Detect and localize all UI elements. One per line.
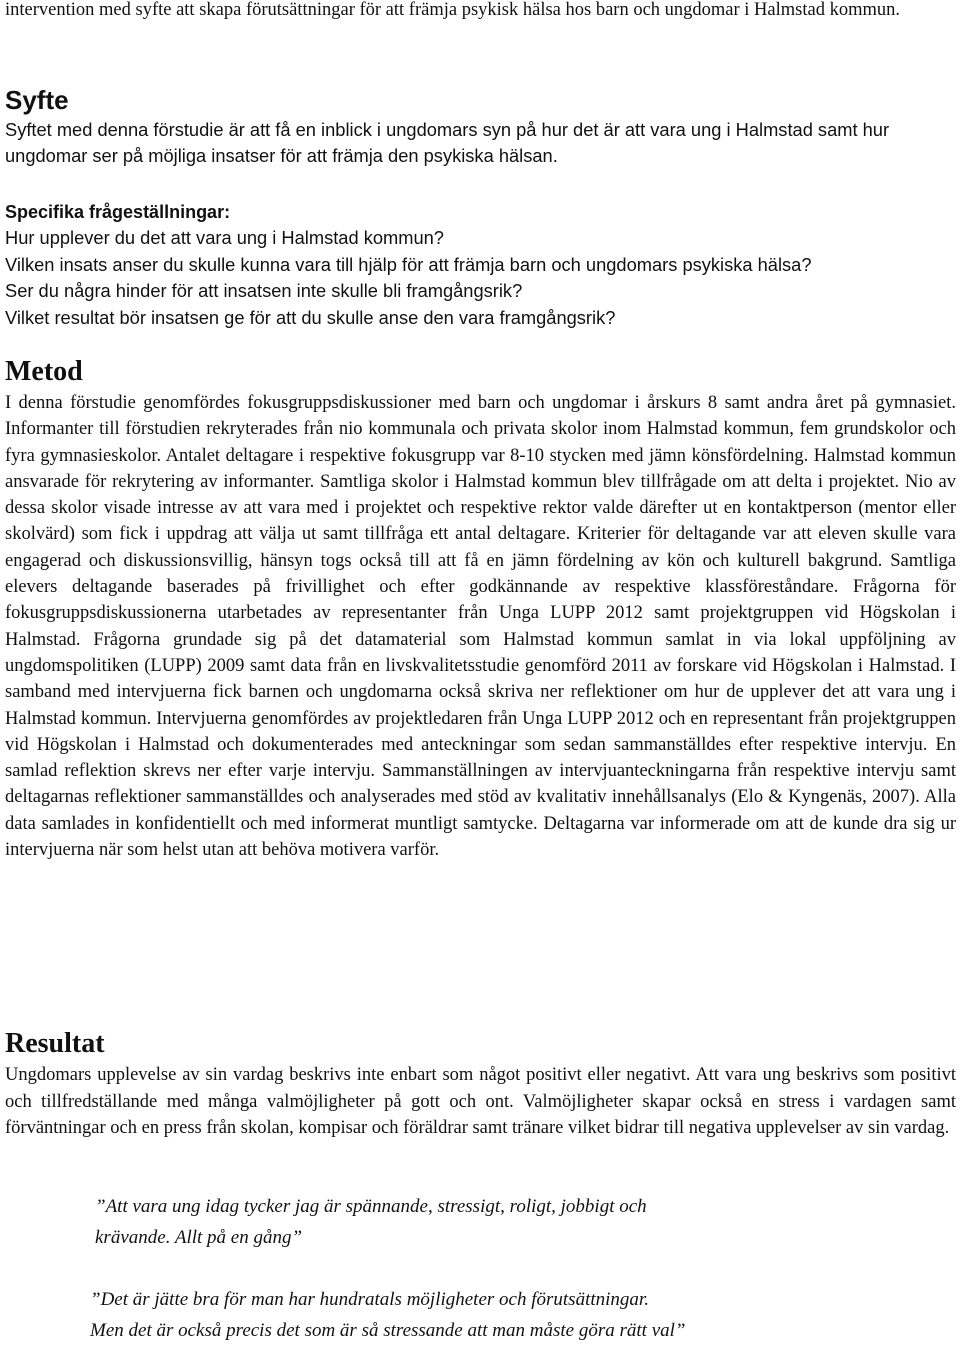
question-item: Vilket resultat bör insatsen ge för att du skulle anse den vara framgångsrik? bbox=[5, 306, 616, 328]
syfte-text: Syftet med denna förstudie är att få en inblick i ungdomars syn på hur det är att vara ung i Halmstad samt hur ungdomar ser på möjliga insatser för att främja den psykiska hälsan. bbox=[5, 119, 890, 167]
syfte-heading: Syfte bbox=[5, 85, 69, 115]
quote-line: Men det är också precis det som är så stressande att man måste göra rätt val” bbox=[90, 1320, 686, 1341]
quote-line: ”Det är jätte bra för man har hundratals möjligheter och förutsättningar. bbox=[90, 1289, 649, 1310]
question-item: Ser du några hinder för att insatsen inte skulle bli framgångsrik? bbox=[5, 280, 523, 301]
quote-line: krävande. Allt på en gång” bbox=[95, 1227, 303, 1248]
questions-heading: Specifika frågeställningar: bbox=[5, 202, 231, 222]
metod-heading: Metod bbox=[5, 356, 83, 387]
quote-block bbox=[90, 1284, 950, 1346]
questions-section bbox=[5, 199, 960, 331]
intro-fragment: intervention med syfte att skapa förutsättningar för att främja psykisk hälsa hos barn och ungdomar i Halmstad kommun. bbox=[5, 0, 900, 20]
questions-list bbox=[5, 225, 960, 331]
quote-block bbox=[95, 1191, 895, 1253]
question-item: Vilken insats anser du skulle kunna vara till hjälp för att främja barn och ungdomars psykiska hälsa? bbox=[5, 253, 812, 275]
resultat-heading: Resultat bbox=[5, 1028, 105, 1059]
quote-line: ”Att vara ung idag tycker jag är spännande, stressigt, roligt, jobbigt och bbox=[95, 1196, 647, 1217]
question-item: Hur upplever du det att vara ung i Halmstad kommun? bbox=[5, 227, 444, 248]
resultat-text: Ungdomars upplevelse av sin vardag beskrivs inte enbart som något positivt eller negativt. Att vara ung beskrivs som positivt och tillfredställande med många valmöjligheter på gott och ont. Valmöjligheter skapar också en stress i vardagen samt förväntningar och en press från skolan, kompisar och föräldrar samt tränare vilket bidrar till negativa upplevelser av sin vardag. bbox=[5, 1065, 956, 1138]
metod-text: I denna förstudie genomfördes fokusgruppsdiskussioner med barn och ungdomar i årskurs 8 samt andra året på gymnasiet. Informanter till förstudien rekryterades från nio kommunala och privata skolor inom Halmstad kommun, fem grundskolor och fyra gymnasieskolor. Antalet deltagare i respektive fokusgrupp var 8-10 stycken med jämn könsfördelning. Halmstad kommun ansvarade för rekrytering av informanter. Samtliga skolor i Halmstad kommun blev tillfrågade om att delta i projektet. Nio av dessa skolor visade intresse av att vara med i projektet och respektive rektor valde därefter ut en kontaktperson (mentor eller skolvärd) som fick i uppdrag att välja ut samt tillfråga ett antal deltagare. Kriterier för deltagande var att eleven skulle vara engagerad och diskussionsvillig, hänsyn togs också till att få en jämn fördelning av kön och kulturell bakgrund. Samtliga elevers deltagande baserades på frivillighet och efter godkännande av respektive klassföreståndare. Frågorna för fokusgruppsdiskussionerna utarbetades av representanter från Unga LUPP 2012 samt projektgruppen vid Högskolan i Halmstad. Frågorna grundade sig på det datamaterial som Halmstad kommun samlat in via lokal uppföljning av ungdomspolitiken (LUPP) 2009 samt data från en livskvalitetsstudie genomförd 2011 av forskare vid Högskolan i Halmstad. I samband med intervjuerna fick barnen och ungdomarna också skriva ner reflektioner om hur de upplever det att vara ung i Halmstad kommun. Intervjuerna genomfördes av projektledaren från Unga LUPP 2012 och en representant från projektgruppen vid Högskolan i Halmstad och dokumenterades med anteckningar som sedan sammanställdes efter respektive intervju. En samlad reflektion skrevs ner efter varje intervju. Sammanställningen av intervjuanteckningarna från respektive intervju samt deltagarnas reflektioner sammanställdes och analyserades med stöd av kvalitativ innehållsanalys (Elo & Kyngenäs, 2007). Alla data samlades in konfidentiellt och med informerat muntligt samtycke. Deltagarna var informerade om att de kunde dra sig ur intervjuerna när som helst utan att behöva motivera varför. bbox=[5, 393, 956, 861]
